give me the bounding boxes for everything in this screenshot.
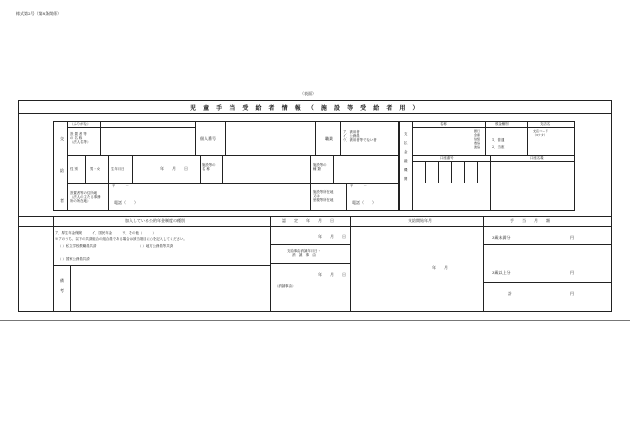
bank-name-header: 名称: [440, 122, 447, 126]
pension-options-1[interactable]: ア．厚生年金保険 イ．国民年金 ウ．その他（ ）: [55, 231, 156, 235]
monthly-divider-2: [483, 282, 612, 283]
name-label: 設 置 者 等 の 名 称 （法人名等）: [70, 132, 91, 145]
payment-start-value[interactable]: 年 月: [432, 265, 448, 270]
facility-name-label: 施設等の 名 称: [202, 163, 216, 172]
address-divider: [108, 183, 109, 211]
side-divider: [67, 121, 68, 211]
side-label-3: 者: [60, 198, 64, 203]
change-note: （消滅事由）: [275, 284, 296, 288]
page-label: （表面）: [300, 91, 316, 96]
facility-name-divider: [222, 155, 223, 183]
gender-divider-2: [108, 155, 109, 183]
gender-divider-1: [85, 155, 86, 183]
gender-options[interactable]: 男・女: [90, 167, 101, 171]
lower-top-line: [18, 216, 612, 217]
facility-phone-label[interactable]: 電話（ ）: [352, 200, 376, 205]
monthly-header: 手 当 月 額: [510, 218, 550, 223]
approval-divider: [270, 244, 350, 245]
change-divider: [270, 263, 350, 264]
gender-label: 性 別: [70, 167, 78, 171]
monthly-row1-unit: 円: [570, 235, 574, 240]
digit-box-6: [490, 155, 491, 211]
dob-divider: [132, 155, 133, 183]
monthly-row2-unit: 円: [570, 270, 574, 275]
bank-col-divider-2: [527, 121, 528, 155]
bank-side-label: 支 払 金 融 機 関: [404, 132, 408, 181]
monthly-total-unit: 円: [570, 291, 574, 296]
title-divider: [18, 113, 612, 114]
monthly-row2-label: 3歳以上分: [492, 270, 511, 275]
change-header: 支給事由消滅年月日・ 消 滅 事 由: [287, 249, 321, 258]
facility-name-left: [200, 155, 201, 183]
side-label-1: 交: [60, 136, 64, 141]
branch-code-label: 支店コード （3ケタ）: [533, 129, 549, 137]
row1-divider: [67, 155, 399, 156]
account-types[interactable]: 1．普通 2．当座: [492, 138, 505, 149]
form-number: 様式第2号（第8条関係）: [16, 11, 62, 16]
approval-header: 認 定 年 月 日: [282, 218, 334, 223]
pension-header: 加入している公的年金制度の種別: [125, 218, 185, 223]
bank-header-divider: [412, 127, 575, 128]
lower-header-line: [18, 226, 612, 227]
pension-option-a[interactable]: （ ）私立学校教職員共済: [58, 244, 97, 248]
pension-options-2: ※アのうち、以下の共済組合の組合員である場合は該当項目に○を記入してください。: [55, 237, 187, 241]
monthly-row1-label: 3歳未満分: [492, 235, 511, 240]
postal-mark: 〒 －: [112, 184, 129, 188]
approval-date[interactable]: 年 月 日: [318, 234, 346, 239]
account-holder-header: 口座名義: [530, 156, 544, 160]
occupation-label: 職業: [325, 136, 333, 141]
facility-type-left: [310, 155, 311, 183]
account-type-header: 預金種別: [495, 122, 509, 126]
dob-value[interactable]: 年 月 日: [160, 166, 188, 171]
occupation-left: [315, 121, 316, 155]
branch-name-header: 支店名: [540, 122, 551, 126]
personal-number-field[interactable]: [225, 121, 315, 155]
facility-type-divider: [333, 155, 334, 183]
monthly-divider-1: [483, 244, 612, 245]
monthly-total-label: 計: [508, 291, 512, 296]
name-label-divider: [100, 121, 101, 155]
page-separator: [0, 320, 630, 321]
furigana-label: （ふりがな）: [70, 122, 91, 126]
address-label: 設置者等の住所地 （法人の主たる事務 所の所在地）: [70, 191, 101, 204]
approval-right: [350, 216, 351, 312]
dob-label: 生年月日: [111, 167, 125, 171]
remarks-divider: [70, 265, 71, 312]
change-date[interactable]: 年 月 日: [318, 272, 346, 277]
occupation-options: ア．被用者 イ．公務員 ウ．被用者等でない者: [343, 130, 377, 143]
occupation-divider: [340, 121, 341, 155]
pension-option-c[interactable]: （ ）国家公務員共済: [58, 257, 90, 261]
payment-start-right: [483, 216, 484, 312]
remarks-top: [53, 265, 270, 266]
bank-types: 銀行 金庫 信組 農協 漁協: [474, 129, 481, 149]
form-title: 児 童 手 当 受 給 者 情 報 （ 施 設 等 受 給 者 用 ）: [190, 105, 422, 112]
bank-col-divider-1: [485, 121, 486, 155]
phone-label[interactable]: 電話（ ）: [114, 200, 138, 205]
pension-option-b[interactable]: （ ）地方公務員等共済: [138, 244, 173, 248]
facility-postal-mark: 〒 －: [350, 184, 367, 188]
side-label-2: 給: [60, 168, 64, 173]
pension-right: [270, 216, 271, 312]
lower-left-line: [53, 216, 54, 312]
payment-start-header: 支給開始年月: [408, 218, 432, 223]
remarks-label: 備 考: [60, 278, 64, 293]
facility-address-label: 施設等所在地 又は 里親等所在地: [313, 190, 334, 203]
personal-number-label: 個人番号: [200, 136, 216, 141]
furigana-divider: [67, 127, 195, 128]
facility-address-divider: [346, 183, 347, 211]
facility-address-left: [310, 183, 311, 211]
name-field-right: [195, 121, 196, 155]
bank-row-divider: [412, 155, 575, 156]
facility-type-label: 施設等の 種 類: [313, 163, 327, 172]
account-number-header: 口座番号: [440, 156, 454, 160]
account-number-field[interactable]: [412, 161, 490, 183]
